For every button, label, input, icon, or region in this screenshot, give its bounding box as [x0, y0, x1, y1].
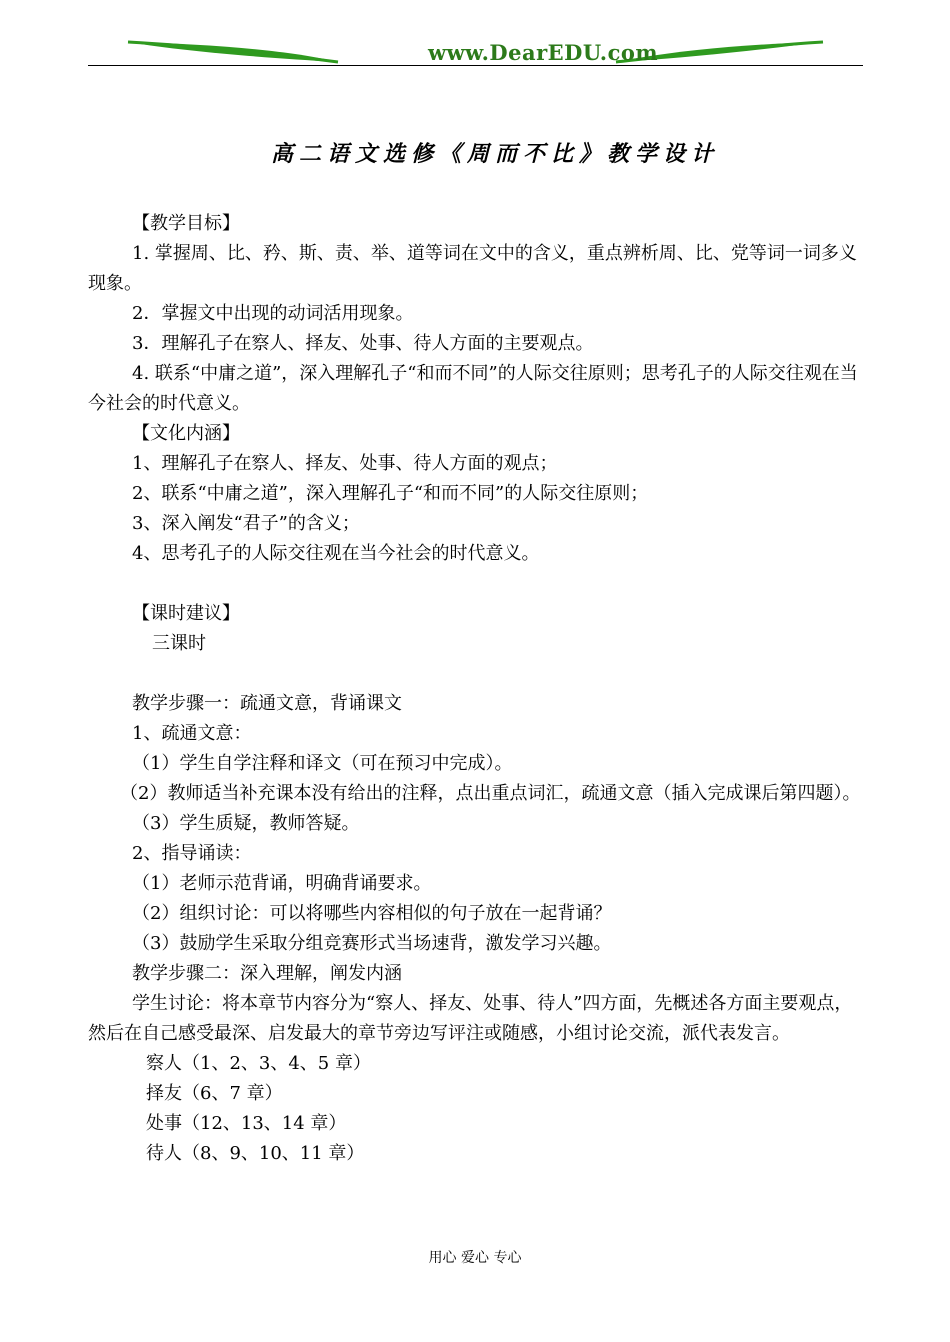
hours-value: 三课时	[152, 633, 206, 654]
goal-3: 3．理解孔子在察人、择友、处事、待人方面的主要观点。	[132, 333, 594, 354]
goal-1: 1. 掌握周、比、矜、斯、责、举、道等词在文中的含义，重点辨析周、比、党等词一词多义现象。	[88, 243, 857, 294]
page-footer: 用心 爱心 专心	[428, 1250, 522, 1266]
step-2-text: 学生讨论：将本章节内容分为“察人、择友、处事、待人”四方面，先概述各方面主要观点，然后在自己感受最深、启发最大的章节旁边写评注或随感，小组讨论交流，派代表发言。	[88, 993, 853, 1044]
culture-4: 4、思考孔子的人际交往观在当今社会的时代意义。	[132, 543, 540, 564]
culture-heading: 【文化内涵】	[132, 423, 240, 444]
step-2-item-d: 待人（8、9、10、11 章）	[146, 1143, 365, 1164]
goal-4: 4. 联系“中庸之道”，深入理解孔子“和而不同”的人际交往原则；思考孔子的人际交往观在当今社会的时代意义。	[88, 363, 858, 414]
step-2-item-a: 察人（1、2、3、4、5 章）	[146, 1053, 371, 1074]
step-1-item-2b: （2）组织讨论：可以将哪些内容相似的句子放在一起背诵？	[132, 903, 612, 924]
spacer	[88, 659, 863, 689]
step-1-item-1a: （1）学生自学注释和译文（可在预习中完成）。	[132, 753, 513, 774]
header-rule	[88, 65, 863, 66]
hours-heading: 【课时建议】	[132, 603, 240, 624]
goals-heading: 【教学目标】	[132, 213, 240, 234]
step-1-heading: 教学步骤一：疏通文意，背诵课文	[132, 693, 402, 714]
step-2-item-b: 择友（6、7 章）	[146, 1083, 283, 1104]
site-logo-text: www.DearEDU.com	[428, 40, 659, 65]
step-1-item-2c: （3）鼓励学生采取分组竞赛形式当场速背，激发学习兴趣。	[132, 933, 612, 954]
step-2-heading: 教学步骤二：深入理解，阐发内涵	[132, 963, 402, 984]
goal-2: 2．掌握文中出现的动词活用现象。	[132, 303, 414, 324]
step-1-item-2a: （1）老师示范背诵，明确背诵要求。	[132, 873, 432, 894]
document-body	[88, 209, 863, 1169]
step-2-item-c: 处事（12、13、14 章）	[146, 1113, 347, 1134]
step-1-item-1c: （3）学生质疑，教师答疑。	[132, 813, 360, 834]
culture-1: 1、理解孔子在察人、择友、处事、待人方面的观点；	[132, 453, 558, 474]
step-1-item-2: 2、指导诵读：	[132, 843, 252, 864]
culture-3: 3、深入阐发“君子”的含义；	[132, 513, 360, 534]
document-title: 高二语文选修《周而不比》教学设计	[270, 141, 719, 167]
spacer	[88, 569, 863, 599]
culture-2: 2、联系“中庸之道”，深入理解孔子“和而不同”的人际交往原则；	[132, 483, 649, 504]
step-1-item-1b: （2）教师适当补充课本没有给出的注释，点出重点词汇，疏通文意（插入完成课后第四题）。	[120, 783, 861, 804]
step-1-item-1: 1、疏通文意：	[132, 723, 252, 744]
